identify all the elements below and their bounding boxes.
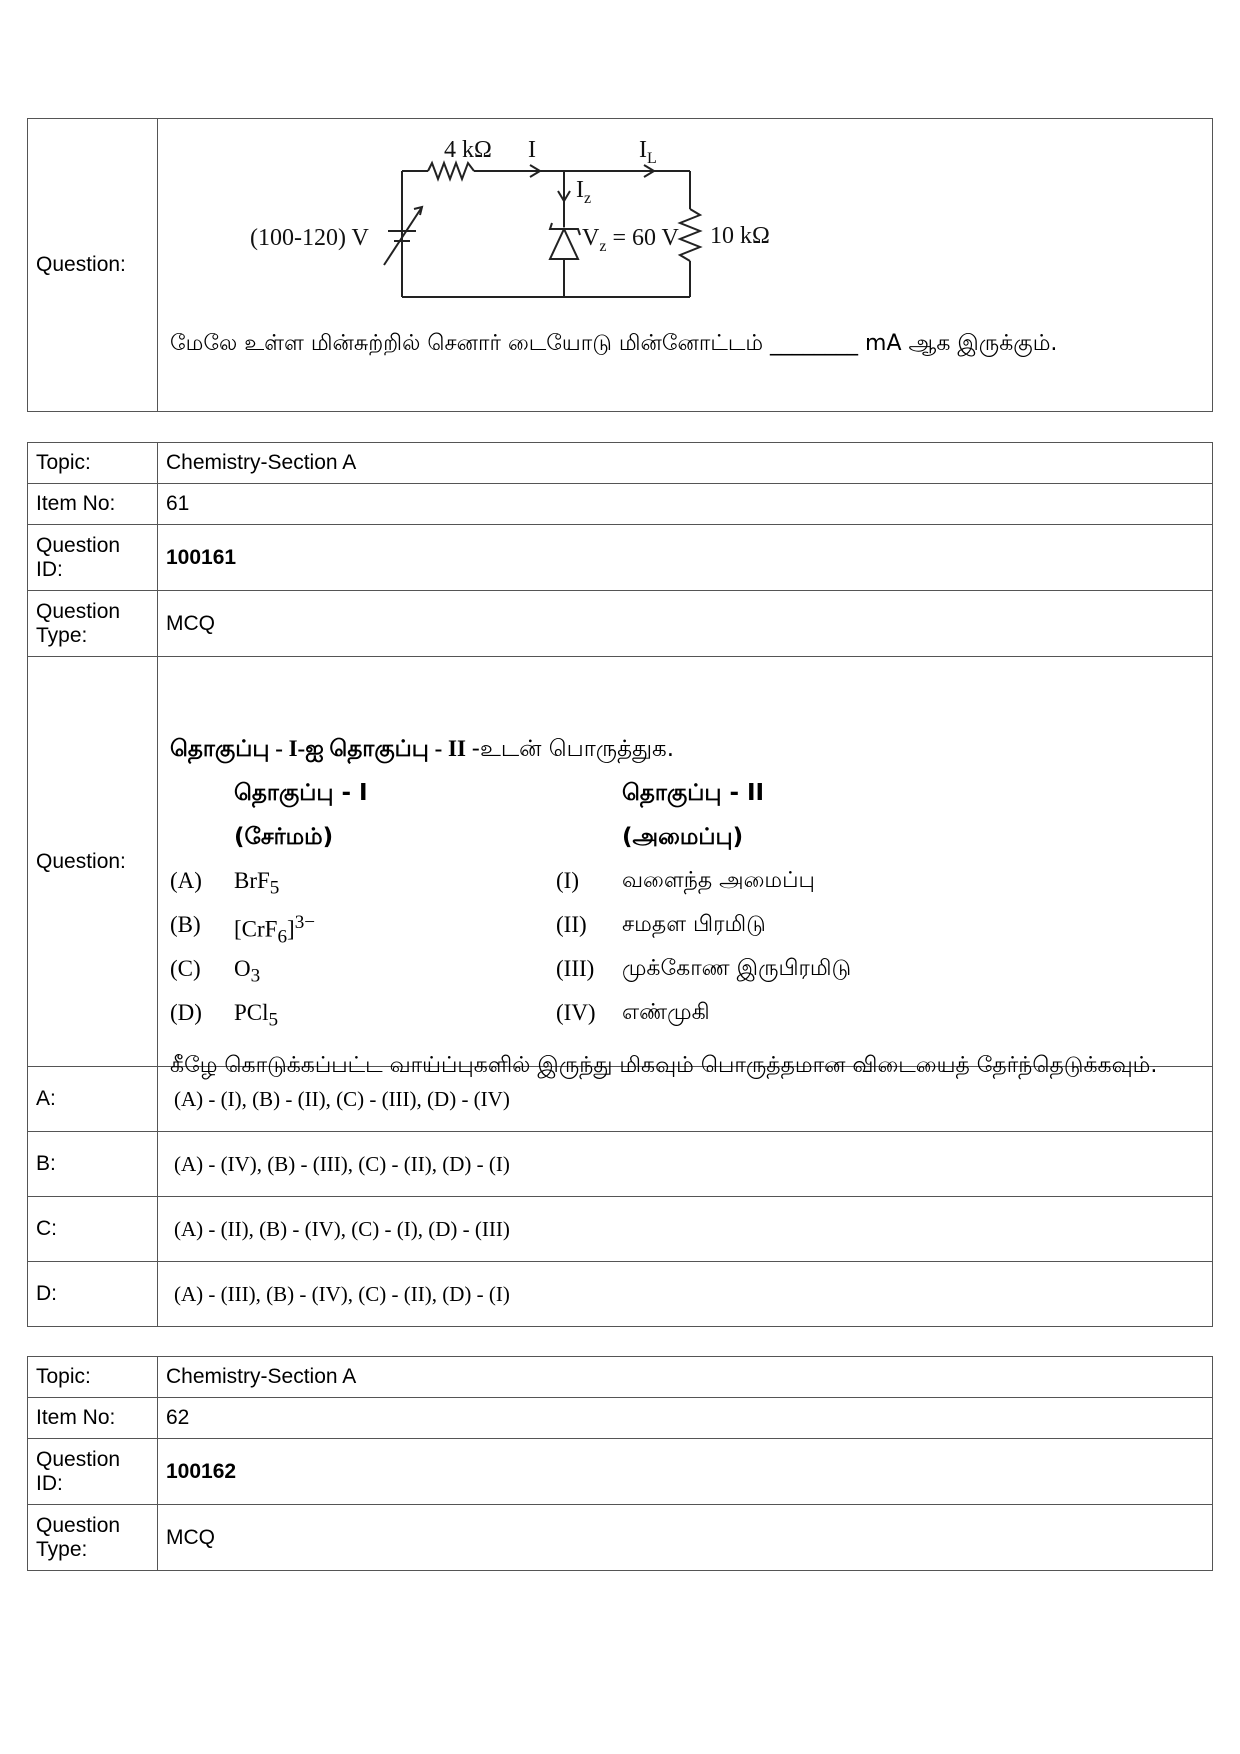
question-type-label: Question Type: — [28, 1505, 158, 1571]
instruction-text: கீழே கொடுக்கப்பட்ட வாய்ப்புகளில் இருந்து மிகவும் பொருத்தமான விடையைத் தேர்ந்தெடுக்கவும். — [170, 1052, 1158, 1078]
question-type-value: MCQ — [158, 591, 1213, 657]
label-i: I — [528, 137, 536, 163]
resistor-4k — [428, 163, 474, 179]
row-c-key: (C) — [170, 955, 201, 981]
question-block-61 — [27, 442, 1213, 1327]
row-c-num: (III) — [556, 955, 595, 981]
row-a-compound: BrF$_5$ — [234, 867, 280, 899]
question-id-label: Question ID: — [28, 525, 158, 591]
resistor-10k — [680, 209, 700, 261]
label-il: $I_L$ — [639, 137, 657, 167]
row-b-key: (B) — [170, 911, 201, 937]
option-c-text[interactable]: (A) - (II), (B) - (IV), (C) - (I), (D) - (III) — [158, 1197, 1213, 1262]
question-content — [158, 657, 1213, 1078]
zener-diode — [550, 229, 578, 259]
row-d-key: (D) — [170, 999, 202, 1025]
question-type-label: Question Type: — [28, 591, 158, 657]
topic-label: Topic: — [28, 1357, 158, 1398]
row-b-num: (II) — [556, 911, 587, 937]
item-no-label: Item No: — [28, 484, 158, 525]
label-4k: 4 kΩ — [444, 137, 492, 163]
question-id-value: 100161 — [158, 525, 1213, 591]
option-d-text[interactable]: (A) - (III), (B) - (IV), (C) - (II), (D) - (I) — [158, 1262, 1213, 1327]
topic-value: Chemistry-Section A — [158, 1357, 1213, 1398]
circuit-diagram — [158, 119, 1230, 309]
question-label: Question: — [28, 657, 158, 1067]
question-label: Question: — [28, 119, 158, 412]
list1-title: தொகுப்பு - I — [234, 779, 368, 806]
item-no-label: Item No: — [28, 1398, 158, 1439]
option-b-label: B: — [28, 1132, 158, 1197]
question-content — [158, 119, 1213, 412]
row-d-compound: PCl$_5$ — [234, 999, 279, 1031]
item-no-value: 62 — [158, 1398, 1213, 1439]
label-source: (100-120) V — [250, 225, 369, 251]
match-intro: தொகுப்பு - I-ஐ தொகுப்பு - II -உடன் பொருத்துக. — [170, 735, 675, 762]
option-a-label: A: — [28, 1067, 158, 1132]
label-iz: $I_z$ — [576, 177, 592, 207]
option-b-text[interactable]: (A) - (IV), (B) - (III), (C) - (II), (D) - (I) — [158, 1132, 1213, 1197]
question-type-value: MCQ — [158, 1505, 1213, 1571]
row-d-num: (IV) — [556, 999, 596, 1025]
option-a-text[interactable]: (A) - (I), (B) - (II), (C) - (III), (D) - (IV) — [158, 1067, 1213, 1132]
list2-title: தொகுப்பு - II — [622, 779, 765, 806]
row-c-shape: முக்கோண இருபிரமிடு — [622, 955, 852, 981]
row-c-compound: $O_3$ — [234, 955, 261, 987]
question-id-value: 100162 — [158, 1439, 1213, 1505]
question-text: மேலே உள்ள மின்சுற்றில் செனார் டையோடு மின்னோட்டம் ________ mA ஆக இருக்கும். — [170, 331, 1058, 356]
row-a-key: (A) — [170, 867, 202, 893]
list2-subtitle: (அமைப்பு) — [622, 823, 744, 850]
row-b-compound: $[CrF_6]^{3-}$ — [234, 911, 316, 947]
row-a-num: (I) — [556, 867, 579, 893]
topic-value: Chemistry-Section A — [158, 443, 1213, 484]
topic-label: Topic: — [28, 443, 158, 484]
label-vz: $V_z = 60$ V — [582, 225, 679, 255]
row-b-shape: சமதள பிரமிடு — [622, 911, 766, 937]
option-d-label: D: — [28, 1262, 158, 1327]
list1-subtitle: (சேர்மம்) — [234, 823, 334, 850]
question-block-62 — [27, 1356, 1213, 1571]
option-c-label: C: — [28, 1197, 158, 1262]
row-d-shape: எண்முகி — [622, 999, 710, 1025]
item-no-value: 61 — [158, 484, 1213, 525]
row-a-shape: வளைந்த அமைப்பு — [622, 867, 815, 893]
question-id-label: Question ID: — [28, 1439, 158, 1505]
label-10k: 10 kΩ — [710, 223, 770, 249]
question-block-1 — [27, 118, 1213, 412]
